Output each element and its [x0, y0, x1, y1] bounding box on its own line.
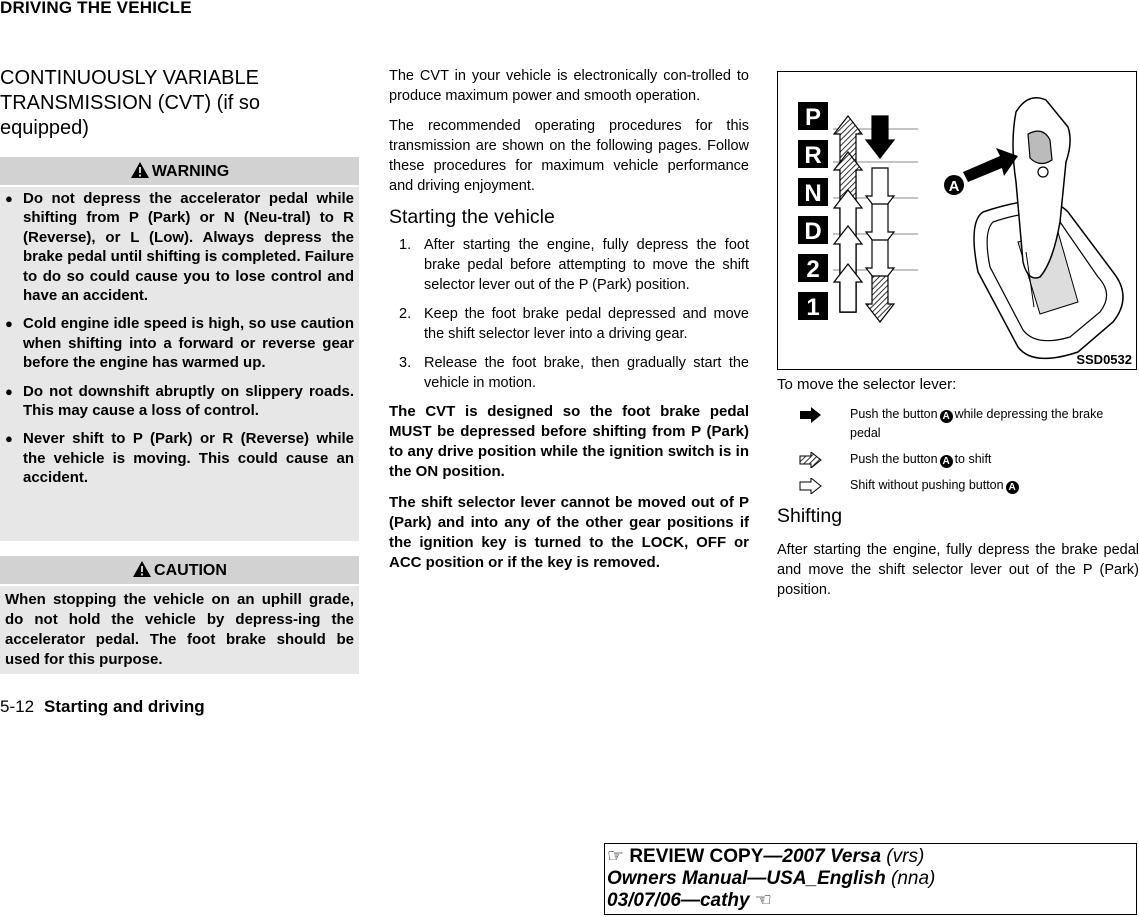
shift-diagram	[778, 72, 1137, 370]
figure-code: SSD0532	[1076, 352, 1132, 367]
gear-label-d: D	[804, 218, 822, 245]
button-a-badge: A	[940, 455, 953, 468]
gear-label-2: 2	[806, 256, 820, 283]
review-line-1: ☞ REVIEW COPY—2007 Versa (vrs)	[607, 846, 925, 867]
caution-text: When stopping the vehicle on an uphill grade, do not hold the vehicle by depress-ing the accelerator pedal. The foot brake should be used for this purpose.	[5, 591, 354, 668]
review-line-3: 03/07/06—cathy ☜	[607, 890, 772, 911]
warning-box	[0, 187, 359, 541]
intro-paragraph: The CVT in your vehicle is electronically con-trolled to produce maximum power and smooth operation.	[389, 68, 749, 104]
warning-item: ● Cold engine idle speed is high, so use caution when shifting into a forward or reverse gear before the engine has warmed up.	[0, 314, 359, 372]
caution-heading-label: CAUTION	[154, 562, 227, 579]
gear-label-p: P	[804, 104, 822, 131]
button-a-badge: A	[940, 410, 953, 423]
page-footer	[0, 697, 205, 717]
solid-arrow-icon	[798, 407, 822, 429]
section-title: CONTINUOUSLY VARIABLE TRANSMISSION (CVT) (if so equipped)	[0, 67, 261, 139]
push-button-arrow-icon	[963, 148, 1018, 182]
middle-column	[389, 66, 749, 584]
page-number: 5-12	[0, 697, 35, 716]
button-a-badge: A	[1006, 481, 1019, 494]
pointing-hand-icon: ☞	[607, 846, 625, 867]
caution-heading	[0, 556, 359, 584]
selector-caption: To move the selector lever:	[777, 376, 957, 393]
warning-heading-label: WARNING	[151, 163, 230, 180]
shifting-heading: Shifting	[777, 505, 843, 527]
step-item: 1. After starting the engine, fully depress the foot brake pedal before attempting to move the shift selector lever out of the P (Park) position.	[399, 237, 749, 293]
caution-triangle-icon	[132, 559, 152, 589]
recommend-paragraph: The recommended operating procedures for this transmission are shown on the following pages. Follow these procedures for maximum vehicle performance and driving enjoyment.	[389, 118, 749, 194]
chapter-title: Starting and driving	[44, 697, 205, 716]
gear-label-r: R	[804, 142, 822, 169]
step-item: 2. Keep the foot brake pedal depressed and move the shift selector lever into a driving gear.	[399, 306, 749, 342]
solid-down-arrow-icon	[866, 116, 894, 158]
step-item: 3. Release the foot brake, then gradually start the vehicle in motion.	[399, 355, 749, 391]
starting-subheading: Starting the vehicle	[389, 206, 555, 228]
steps-list	[389, 235, 749, 393]
warning-triangle-icon	[130, 160, 150, 190]
pointing-hand-left-icon: ☜	[754, 890, 772, 911]
bold-note-ignition: The shift selector lever cannot be moved out of P (Park) and into any of the other gear positions if the ignition key is turned to the LOCK, OFF or ACC position or if the key is removed.	[389, 494, 749, 571]
gear-labels	[798, 102, 828, 321]
outline-arrow-icon	[798, 478, 822, 500]
shifting-paragraph: After starting the engine, fully depress the brake pedal and move the shift selector lever out of the P (Park) position.	[777, 542, 1139, 598]
gear-label-n: N	[804, 180, 822, 207]
warning-item: ● Do not downshift abruptly on slippery roads. This may cause a loss of control.	[0, 382, 359, 421]
shift-lever-illustration	[974, 98, 1123, 359]
running-head: DRIVING THE VEHICLE	[0, 0, 192, 17]
warning-item: ● Do not depress the accelerator pedal while shifting from P (Park) or N (Neu-tral) to R (Reverse), or L (Low). Always depress the brake pedal until shifting is completed. Failure to do so could cause you to lose control and have an accident.	[0, 189, 359, 305]
review-line-2: Owners Manual—USA_English (nna)	[607, 868, 936, 889]
hatched-down-arrow-icon	[866, 276, 894, 322]
hatched-arrow-icon	[798, 452, 822, 474]
bold-note-brake: The CVT is designed so the foot brake pedal MUST be depressed before shifting from P (Park) to any drive position while the ignition switch is in the ON position.	[389, 403, 749, 480]
review-copy-box	[604, 843, 1137, 915]
warning-item: ● Never shift to P (Park) or R (Reverse) while the vehicle is moving. This could cause an accident.	[0, 429, 359, 487]
callout-a-label: A	[948, 178, 960, 195]
caution-box	[0, 586, 359, 674]
warning-heading	[0, 157, 359, 185]
gear-label-1: 1	[806, 294, 820, 321]
shift-pattern-figure	[777, 71, 1137, 370]
